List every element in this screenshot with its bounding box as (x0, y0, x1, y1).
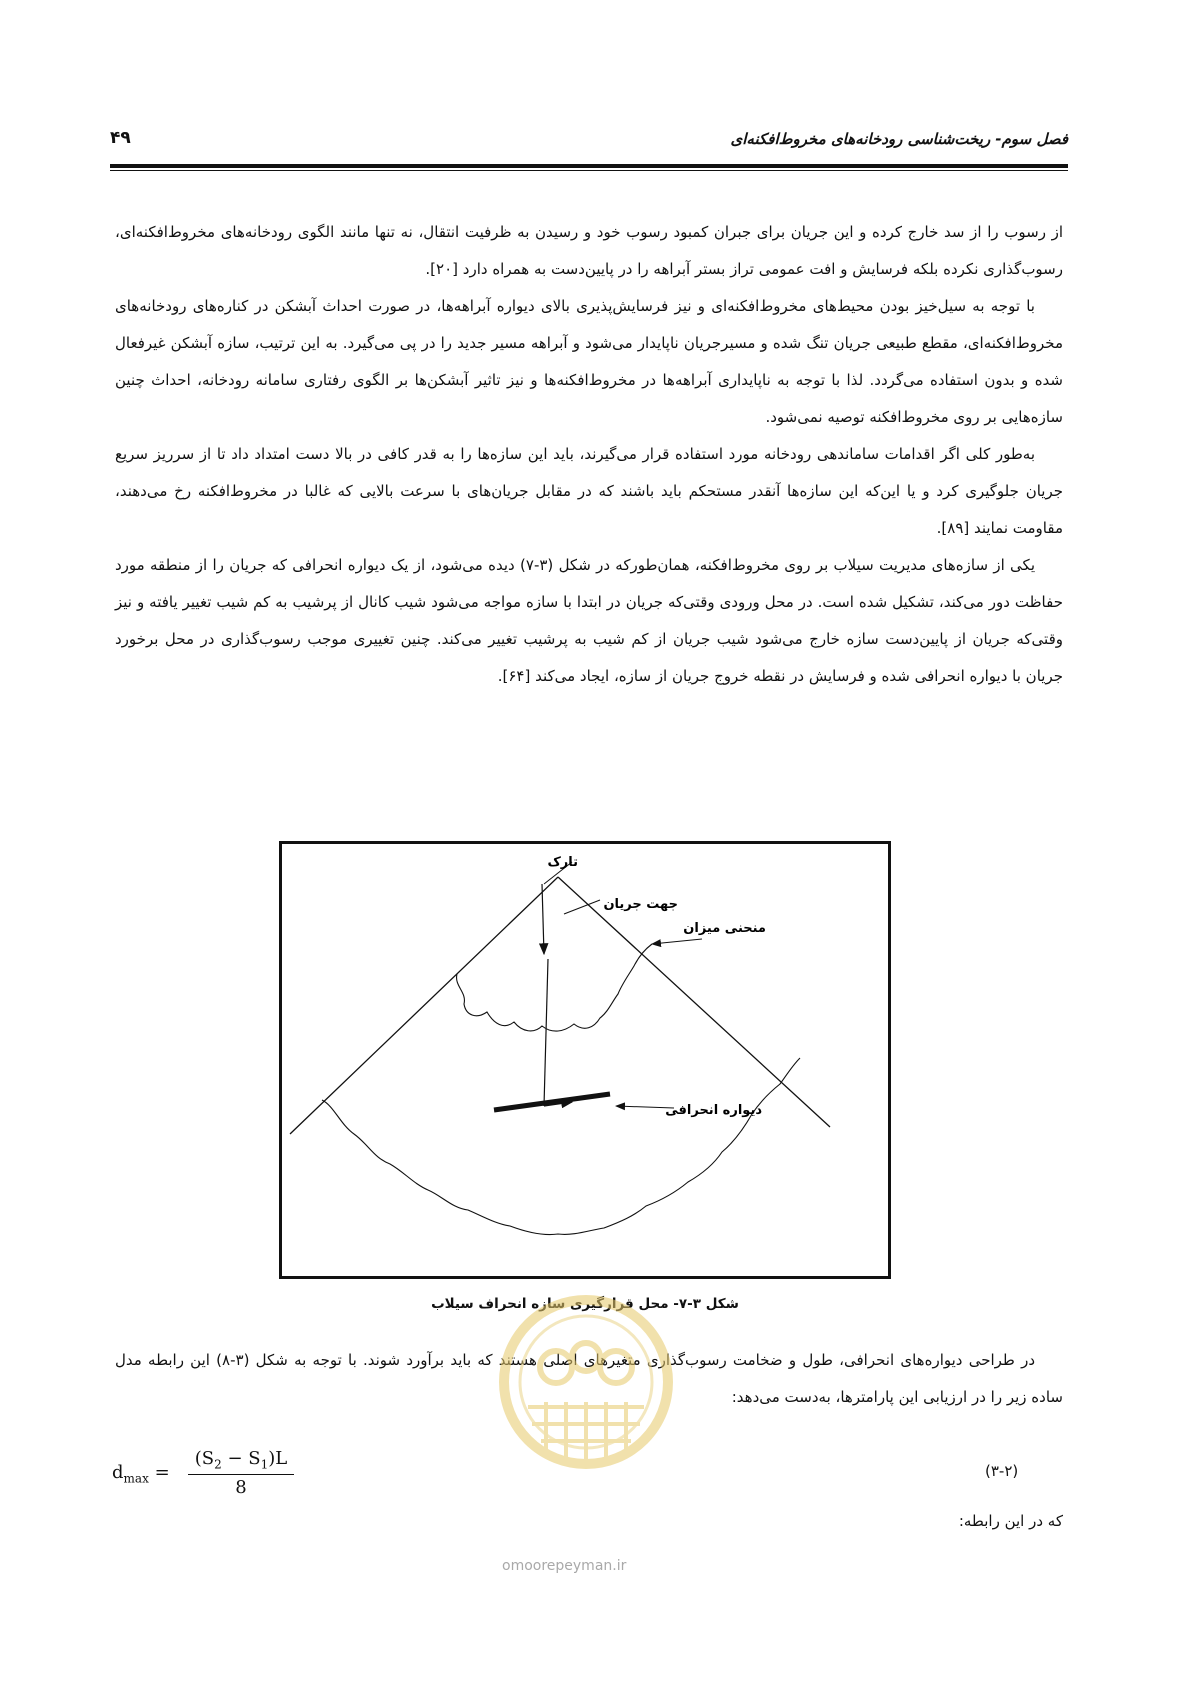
equation-denominator: 8 (235, 1476, 247, 1498)
page-header (110, 124, 1068, 160)
figure-frame (279, 841, 891, 1279)
flow-label-leader (564, 900, 600, 914)
flow-arrow-1 (542, 884, 544, 954)
deflection-wall-label: دیواره انحرافی (665, 1103, 762, 1118)
after-equation-text: که در این رابطه: (958, 1512, 1063, 1530)
header-rule-thin (110, 170, 1068, 171)
paragraph: در طراحی دیواره‌های انحرافی، طول و ضخامت رسوب‌گذاری متغیرهای اصلی هستند که باید برآورد شوند. با توجه به شکل (۳-۸) این رابطه مدل ساده زیر را در ارزیابی این پارامترها، به‌دست می‌دهد: (115, 1351, 1063, 1406)
header-rule-thick (110, 164, 1068, 168)
apex-label: تارک (547, 855, 578, 870)
fan-toe-contour (322, 1058, 800, 1235)
chapter-title: فصل سوم- ریخت‌شناسی رودخانه‌های مخروط‌افکنه‌ای (730, 130, 1068, 148)
paragraph: از رسوب را از سد خارج کرده و این جریان برای جبران کمبود رسوب خود و رسیدن به ظرفیت انتقال، نه تنها مانند الگوی رودخانه‌های مخروط‌افکنه‌ای، رسوب‌گذاری نکرده بلکه فرسایش و افت عمومی تراز بستر آبراهه را در پایین‌دست به همراه دارد [۲۰]. (115, 223, 1063, 278)
watermark-seal (486, 1292, 686, 1562)
contour-line (457, 944, 652, 1031)
flow-direction-label: جهت جریان (603, 897, 678, 912)
equation-number: (۳-۲) (985, 1462, 1019, 1480)
flow-arrow-2 (544, 959, 548, 1106)
contour-leader (652, 939, 702, 944)
equation-numerator: $(S_2 - S_1)L$ (188, 1448, 294, 1475)
fan-right-edge (558, 877, 830, 1127)
equation-fraction (188, 1448, 294, 1498)
alluvial-fan-diagram (282, 844, 888, 1276)
equation-lhs: $d_{max}$ = (112, 1462, 170, 1486)
body-text-top (115, 214, 1063, 695)
fan-left-edge (290, 877, 558, 1134)
paragraph: با توجه به سیل‌خیز بودن محیط‌های مخروط‌افکنه‌ای و نیز فرسایش‌پذیری بالای دیواره آبراهه‌ها، در صورت احداث آبشکن در کناره‌های رودخانه‌های مخروط‌افکنه‌ای، مقطع طبیعی جریان تنگ شده و مسیرجریان ناپایدار می‌شود و آبراهه مسیر جدید را در پی می‌گیرد. به این ترتیب، سازه آبشکن غیرفعال شده و بدون استفاده می‌گردد. لذا با توجه به ناپایداری آبراهه‌ها در مخروط‌افکنه‌ها و نیز تاثیر آبشکن‌ها بر الگوی رفتاری سامانه رودخانه، احداث چنین سازه‌هایی بر روی مخروط‌افکنه توصیه نمی‌شود. (115, 297, 1063, 426)
deflection-wall (494, 1094, 610, 1110)
figure-caption: شکل ۳-۷- محل قرارگیری سازه انحراف سیلاب (431, 1296, 739, 1312)
paragraph: به‌طور کلی اگر اقدامات ساماندهی رودخانه مورد استفاده قرار می‌گیرند، باید این سازه‌ها را به قدر کافی در بالا دست امتداد داد تا از سرریز سریع جریان جلوگیری کرد و یا این‌که این سازه‌ها آنقدر مستحکم باید باشند که در مقابل جریان‌های با سرعت بالایی که غالبا در مخروط‌افکنه رخ می‌دهند، مقاومت نمایند [۸۹]. (115, 445, 1063, 537)
contour-label: منحنی میزان (683, 921, 766, 936)
page-number: ۴۹ (110, 128, 131, 148)
paragraph: یکی از سازه‌های مدیریت سیلاب بر روی مخروط‌افکنه، همان‌طورکه در شکل (۳-۷) دیده می‌شود، از یک دیواره انحرافی که جریان را از منطقه مورد حفاظت دور می‌کند، تشکیل شده است. در محل ورودی وقتی‌که جریان در ابتدا با سازه مواجه می‌شود شیب کانال از پرشیب به کم شیب تغییر یافته و نیز وقتی‌که جریان از پایین‌دست سازه خارج می‌شود شیب جریان از کم شیب به پرشیب تغییر می‌کند. چنین تغییری موجب رسوب‌گذاری در محل برخورد جریان با دیواره انحرافی شده و فرسایش در نقطه خروج جریان از سازه، ایجاد می‌کند [۶۴]. (115, 556, 1063, 685)
watermark-site: omoorepeyman.ir (502, 1558, 627, 1574)
